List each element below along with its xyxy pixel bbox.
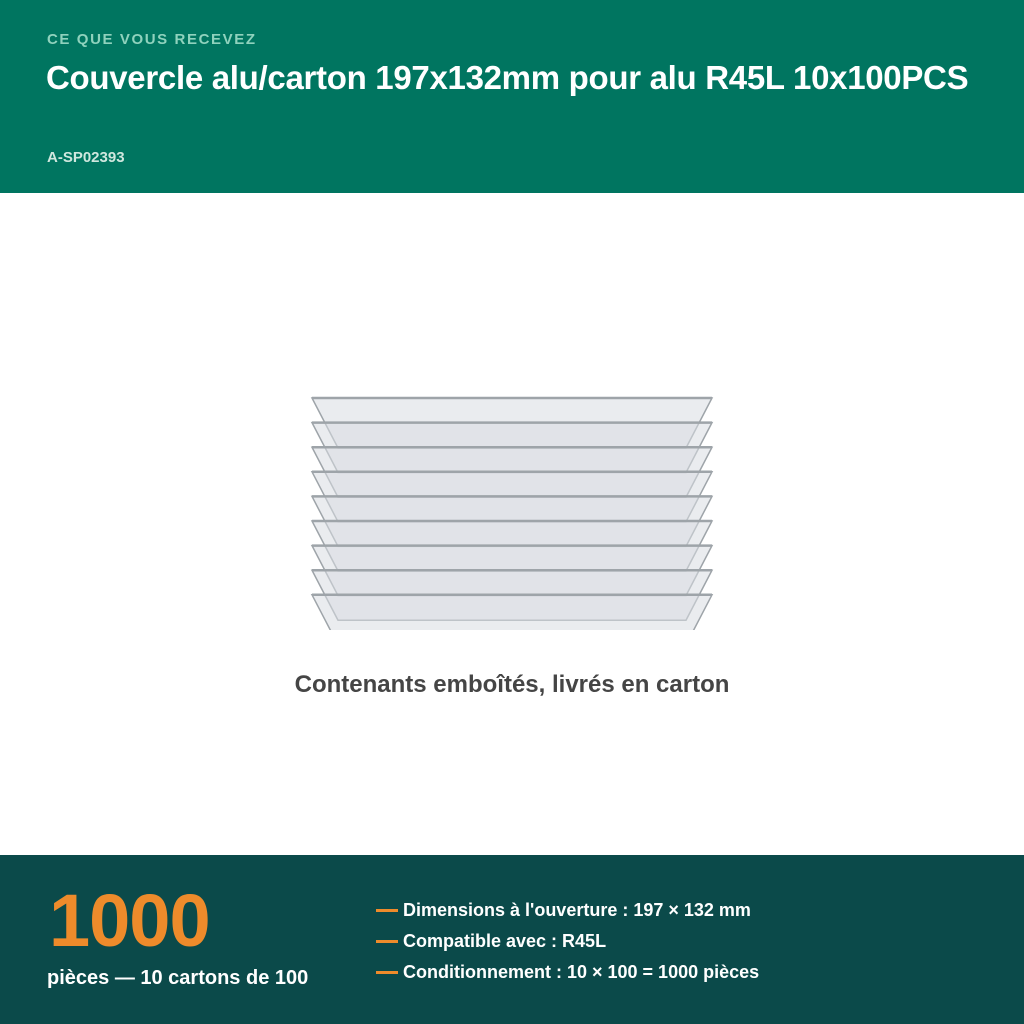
spec-text: Compatible avec : R45L xyxy=(403,931,607,951)
spec-item-dimensions xyxy=(376,895,759,926)
dash-icon xyxy=(376,971,398,974)
dash-icon xyxy=(376,940,398,943)
spec-item-packaging xyxy=(376,957,759,988)
section-eyebrow: CE QUE VOUS RECEVEZ xyxy=(47,31,257,48)
stacked-trays-icon xyxy=(300,390,724,630)
product-sku: A-SP02393 xyxy=(47,149,125,166)
summary-footer xyxy=(0,855,1024,1024)
stacked-containers-illustration xyxy=(300,390,724,630)
header-banner xyxy=(0,0,1024,193)
spec-list xyxy=(376,895,759,988)
dash-icon xyxy=(376,909,398,912)
spec-text: Dimensions à l'ouverture : 197 × 132 mm xyxy=(403,900,751,920)
illustration-caption: Contenants emboîtés, livrés en carton xyxy=(294,671,730,698)
spec-item-compatibility xyxy=(376,926,759,957)
spec-text: Conditionnement : 10 × 100 = 1000 pièces xyxy=(403,962,760,982)
product-title: Couvercle alu/carton 197x132mm pour alu R45L 10x100PCS xyxy=(46,59,969,96)
tray-layer xyxy=(312,595,712,630)
piece-count: 1000 xyxy=(49,879,210,962)
piece-count-detail: pièces — 10 cartons de 100 xyxy=(47,967,309,989)
